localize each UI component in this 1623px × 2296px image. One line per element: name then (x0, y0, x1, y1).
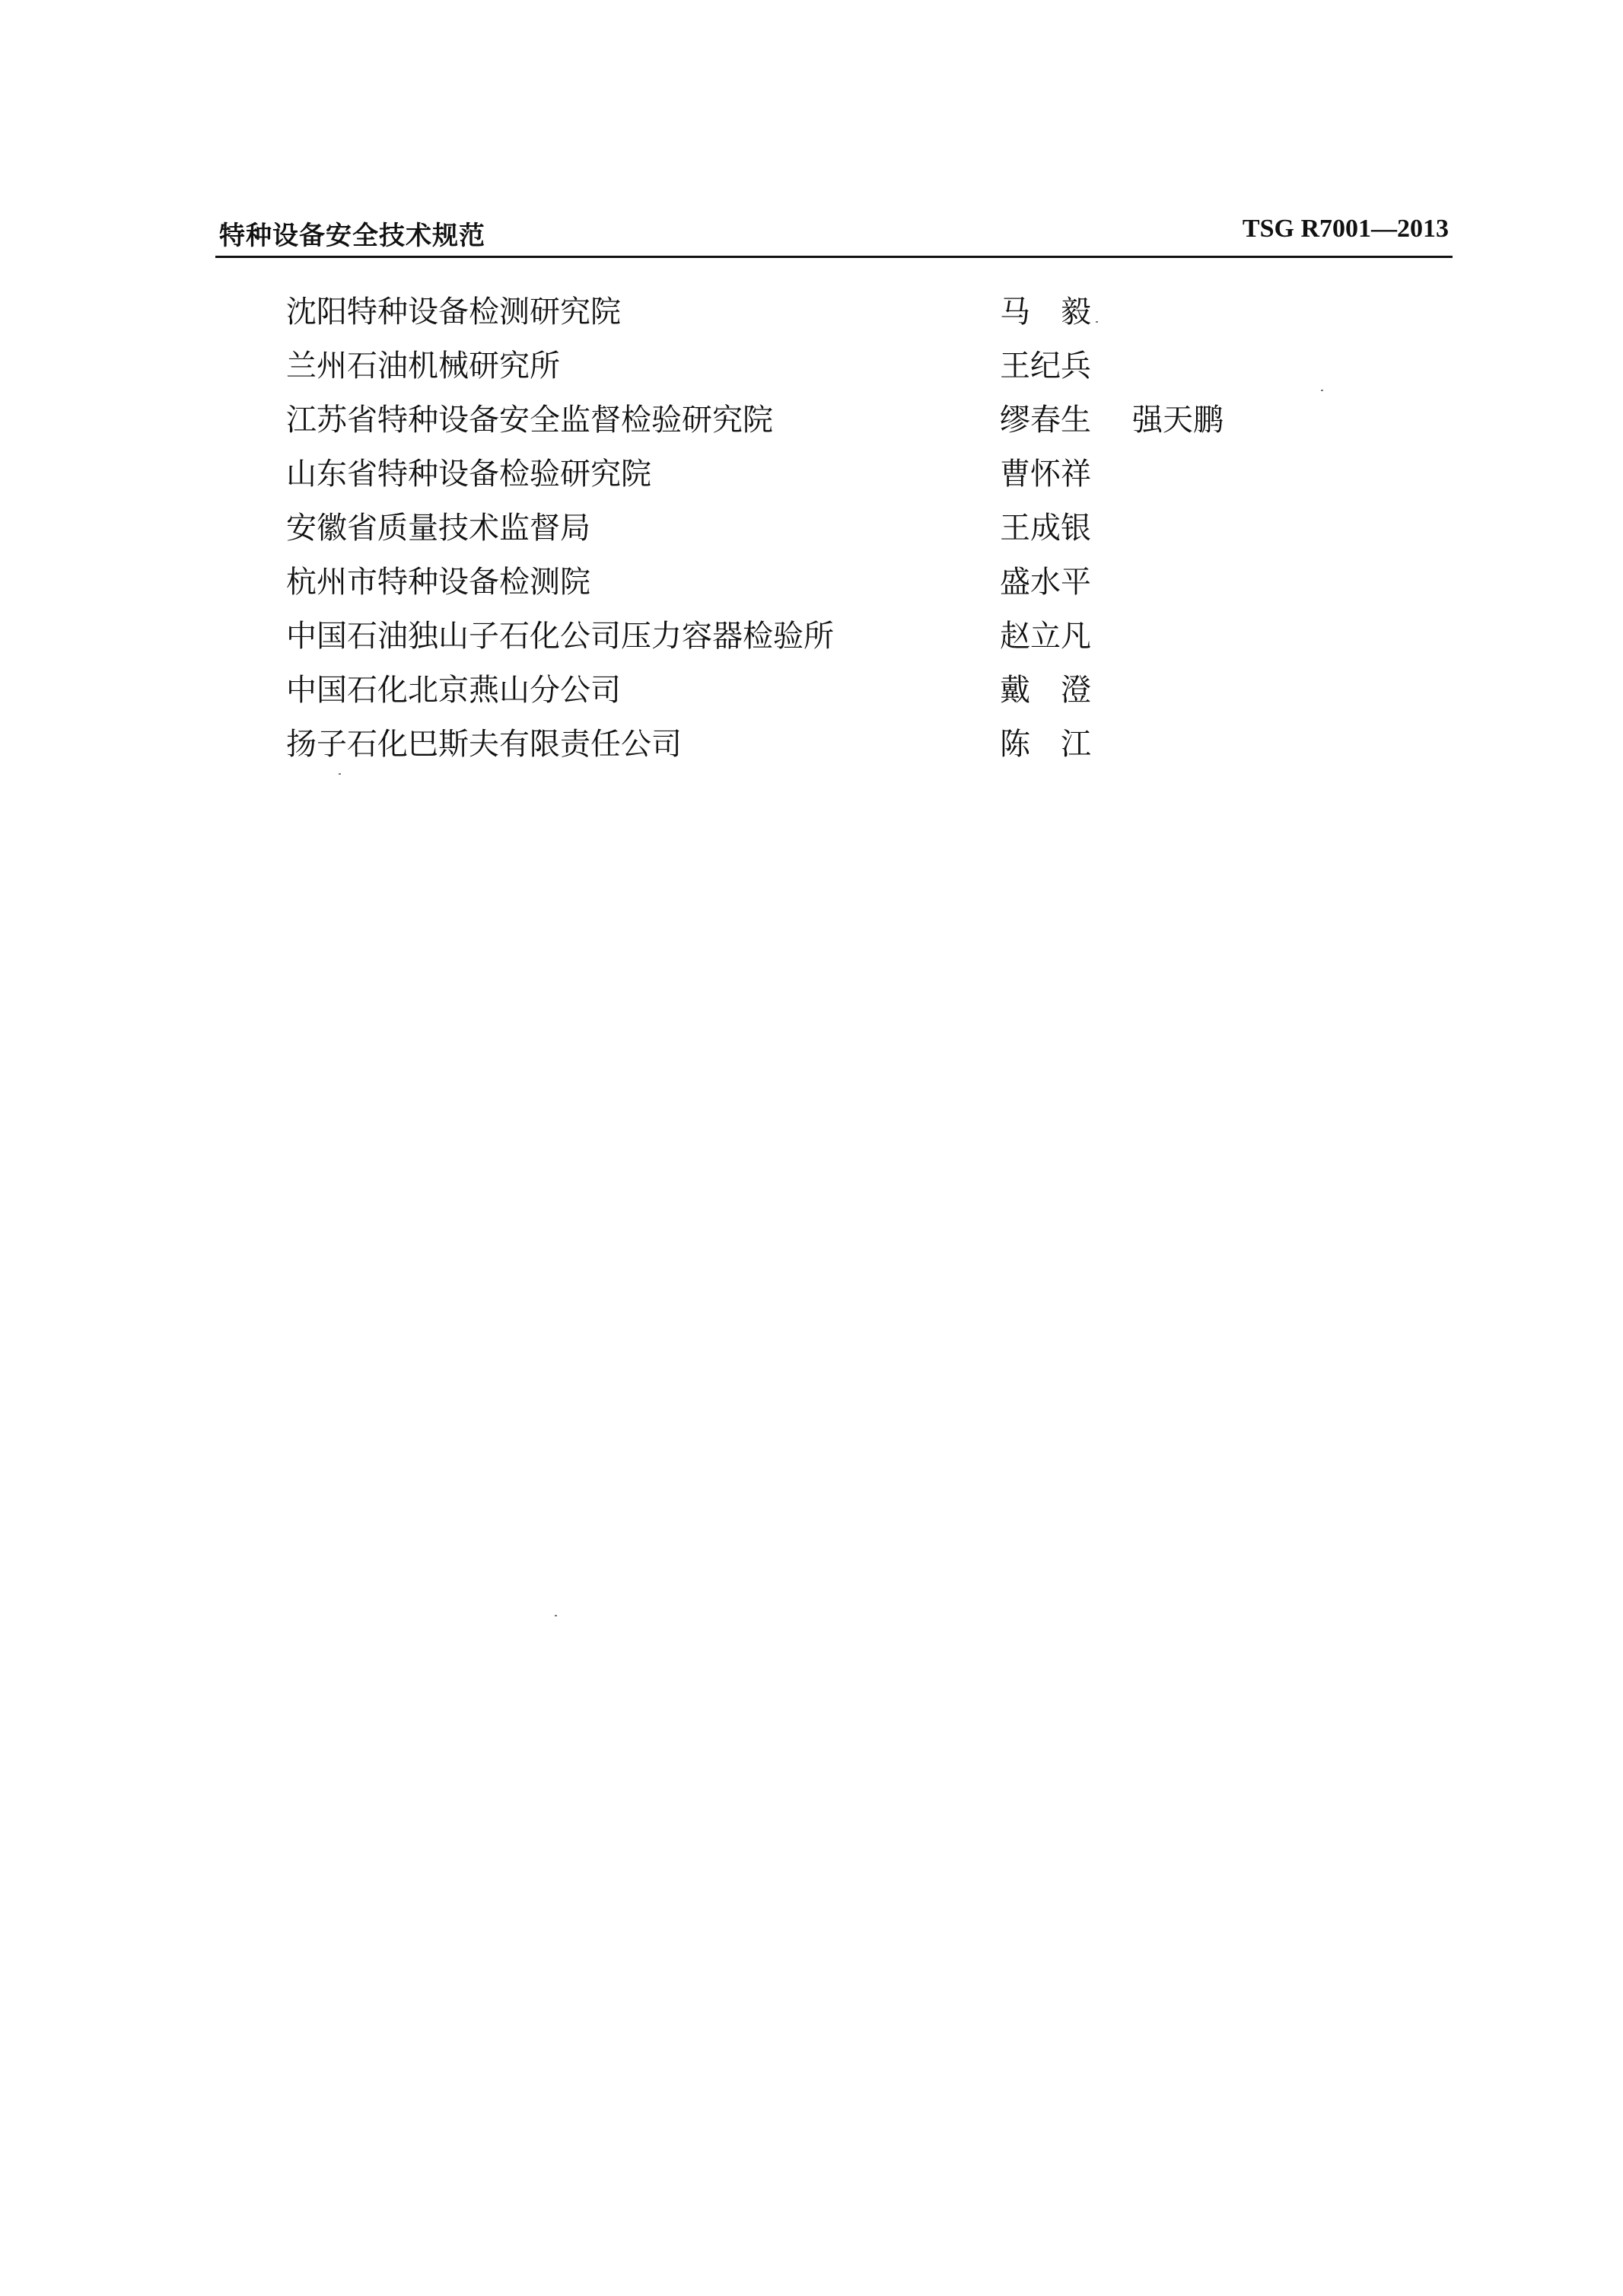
scan-speck (1321, 390, 1323, 391)
person-names: 曹怀祥 (1000, 457, 1091, 492)
person-names: 赵立凡 (1000, 619, 1091, 654)
contributor-row (286, 667, 1351, 721)
contributor-row (286, 397, 1351, 451)
organization-name: 中国石化北京燕山分公司 (286, 673, 621, 708)
header-code: TSG R7001—2013 (1242, 215, 1449, 243)
contributor-row (286, 505, 1351, 559)
person-names: 陈 江 (1000, 727, 1091, 762)
organization-name: 兰州石油机械研究所 (286, 349, 560, 384)
organization-name: 安徽省质量技术监督局 (286, 511, 590, 546)
person-names: 王纪兵 (1000, 349, 1091, 384)
organization-name: 江苏省特种设备安全监督检验研究院 (286, 403, 773, 438)
scan-speck (1096, 321, 1098, 323)
header-title: 特种设备安全技术规范 (219, 221, 485, 251)
running-header (219, 212, 1449, 256)
contributor-list (286, 289, 1351, 775)
organization-name: 杭州市特种设备检测院 (286, 565, 590, 600)
contributor-row (286, 289, 1351, 343)
organization-name: 中国石油独山子石化公司压力容器检验所 (286, 619, 834, 654)
header-rule (215, 256, 1453, 258)
scan-speck (555, 1615, 557, 1616)
contributor-row (286, 343, 1351, 397)
person-names: 戴 澄 (1000, 673, 1091, 708)
person-names: 马 毅 (1000, 295, 1091, 330)
organization-name: 扬子石化巴斯夫有限责任公司 (286, 727, 682, 762)
person-names-secondary: 强天鹏 (1132, 403, 1224, 438)
contributor-row (286, 721, 1351, 775)
organization-name: 山东省特种设备检验研究院 (286, 457, 651, 492)
contributor-row (286, 559, 1351, 613)
person-names: 盛水平 (1000, 565, 1091, 600)
contributor-row (286, 613, 1351, 667)
scan-speck (339, 773, 341, 775)
person-names: 王成银 (1000, 511, 1091, 546)
person-names: 缪春生 (1000, 403, 1091, 438)
contributor-row (286, 451, 1351, 505)
organization-name: 沈阳特种设备检测研究院 (286, 295, 621, 330)
